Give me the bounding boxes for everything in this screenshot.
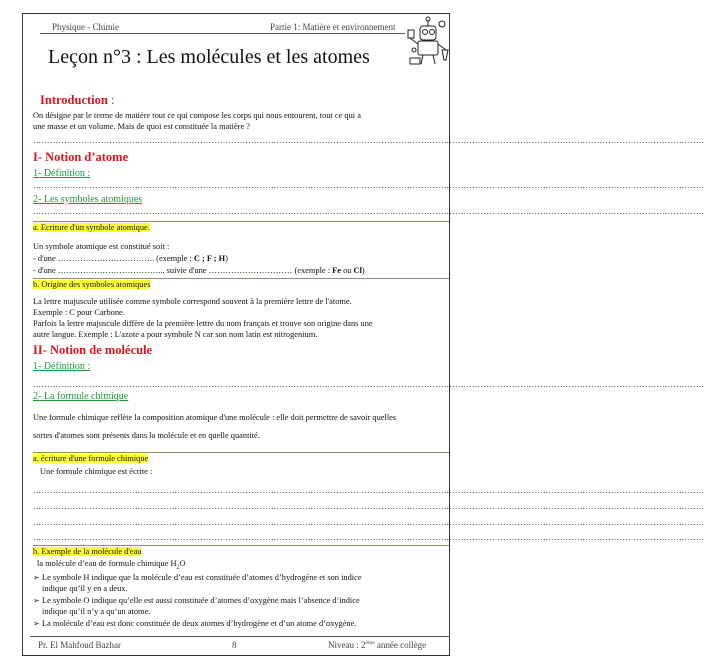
atomic-symbols-heading: 2- Les symboles atomiques	[33, 194, 143, 205]
origin-text-line3: Parfois la lettre majuscule diffère de la première lettre du nom français et trouve son origine dans une	[33, 319, 373, 328]
bullet-arrow-icon: ➢	[33, 596, 40, 605]
section2-definition-heading: 1- Définition :	[33, 361, 91, 372]
section2-title: II- Notion de molécule	[33, 343, 153, 357]
lesson-title: Leçon n°3 : Les molécules et les atomes	[48, 46, 370, 68]
subsection-b-heading	[33, 280, 150, 291]
subsection-2b-label: b. Exemple de la molécule d'eau	[33, 547, 142, 556]
subsection-2a-heading	[33, 454, 148, 465]
water-formula-end: O	[179, 559, 186, 568]
answer-line: …………………………………………………………………………………………………………………………………………………………………………………………………………………	[33, 486, 705, 495]
answer-line: …………………………………………………………………………………………………………………………………………………………………………………………………………………	[33, 502, 705, 511]
formula-written-text: Une formule chimique est écrite :	[40, 467, 153, 476]
highlight-rule	[33, 452, 449, 453]
symbol-text: Un symbole atomique est constitué soit :	[33, 242, 170, 251]
symbol-line-b-start: - d'une ………………………………... suivie d'une ………………………… (exemple :	[33, 266, 333, 275]
introduction-colon: :	[107, 93, 115, 107]
origin-text-line4: autre langue. Exemple : L'azote a pour symbole N car son nom latin est nitrogenium.	[33, 330, 318, 339]
water-formula-start: la molécule d’eau de formule chimique H	[37, 559, 177, 568]
symbol-line-b-end: )	[361, 266, 365, 275]
water-bullet2-line2: indique qu’il n’y a qu’un atome.	[42, 607, 151, 616]
water-bullet1-line1: Le symbole H indique que la molécule d’eau est constituée d’atomes d’hydrogène et son indice	[42, 573, 362, 582]
bullet-arrow-icon: ➢	[33, 573, 40, 582]
symbol-line-b-mid: ou	[340, 266, 354, 275]
subsection-2b-heading	[33, 547, 141, 558]
introduction-heading	[40, 93, 114, 108]
header-part: Partie 1: Matière et environnement	[270, 22, 396, 32]
section1-definition-heading: 1- Définition :	[33, 168, 91, 179]
answer-line: …………………………………………………………………………………………………………………………………………………………………………………………………………………	[33, 136, 705, 145]
symbol-line-b-example2: Cl	[353, 266, 362, 275]
intro-text-line1: On désigne par le terme de matière tout ce qui compose les corps qui nous entourent, tout ce qui a	[33, 111, 361, 120]
intro-text-line2: une masse et un volume. Mais de quoi est constituée la matière ?	[33, 122, 250, 131]
footer-level	[328, 640, 426, 650]
highlight-rule	[33, 278, 449, 279]
symbol-line-b	[33, 266, 365, 277]
scientist-robot-icon	[406, 16, 450, 68]
origin-text-line1: La lettre majuscule utilisée comme symbole correspond souvent à la première lettre de l'atome.	[33, 297, 352, 306]
water-bullet1-line2: indique qu’il y en a deux.	[42, 584, 128, 593]
introduction-label: Introduction	[40, 93, 108, 107]
footer-rule	[30, 636, 450, 637]
header-rule	[40, 33, 405, 34]
subsection-2a-label: a. écriture d'une formule chimique	[33, 454, 149, 463]
answer-line: …………………………………………………………………………………………………………………………………………………………………………………………………………………	[33, 518, 705, 527]
water-bullet2-line1: Le symbole O indique qu’elle est aussi constituée d’atomes d’oxygène mais l’absence d’indice	[42, 596, 360, 605]
footer-level-sup: ème	[365, 640, 375, 646]
section1-title: I- Notion d’atome	[33, 150, 129, 164]
symbol-line-a-example: C ; F ; H	[193, 254, 226, 263]
water-formula-line	[37, 559, 186, 573]
answer-line: …………………………………………………………………………………………………………………………………………………………………………………………………………………	[33, 207, 705, 216]
subsection-a-heading	[33, 223, 150, 234]
subsection-b-label: b. Origine des symboles atomiques	[33, 280, 151, 289]
highlight-rule	[33, 545, 449, 546]
bullet-arrow-icon: ➢	[33, 619, 40, 628]
answer-line: …………………………………………………………………………………………………………………………………………………………………………………………………………………	[33, 533, 705, 542]
symbol-line-a-end: )	[225, 254, 228, 263]
answer-line: …………………………………………………………………………………………………………………………………………………………………………………………………………………	[33, 181, 705, 190]
symbol-line-a-start: - d'une …………………………….. (exemple :	[33, 254, 194, 263]
chemical-formula-heading: 2- La formule chimique	[33, 391, 129, 402]
footer-level-start: Niveau : 2	[328, 640, 366, 650]
symbol-line-b-example1: Fe	[332, 266, 341, 275]
water-bullet3: La molécule d’eau est donc constituée de deux atomes d’hydrogène et d’un atome d’oxygène.	[42, 619, 357, 628]
origin-text-line2: Exemple : C pour Carbone.	[33, 308, 125, 317]
formula-text-line1: Une formule chimique reflète la composition atomique d'une molécule : elle doit permettre de savoir quelles	[33, 413, 397, 422]
footer-author: Pr. El Mahfoud Bazhar	[38, 640, 121, 650]
highlight-rule	[33, 221, 449, 222]
symbol-line-a	[33, 254, 228, 265]
subsection-a-label: a. Ecriture d'un symbole atomique.	[33, 223, 150, 232]
header-subject: Physique - Chimie	[52, 22, 119, 32]
footer-page-number: 8	[232, 640, 237, 650]
answer-line: …………………………………………………………………………………………………………………………………………………………………………………………………………………	[33, 380, 705, 389]
formula-text-line2: sortes d'atomes sont présents dans la molécule et en quelle quantité.	[33, 431, 260, 440]
footer-level-end: année collège	[374, 640, 427, 650]
water-formula-subscript: 2	[176, 564, 180, 571]
